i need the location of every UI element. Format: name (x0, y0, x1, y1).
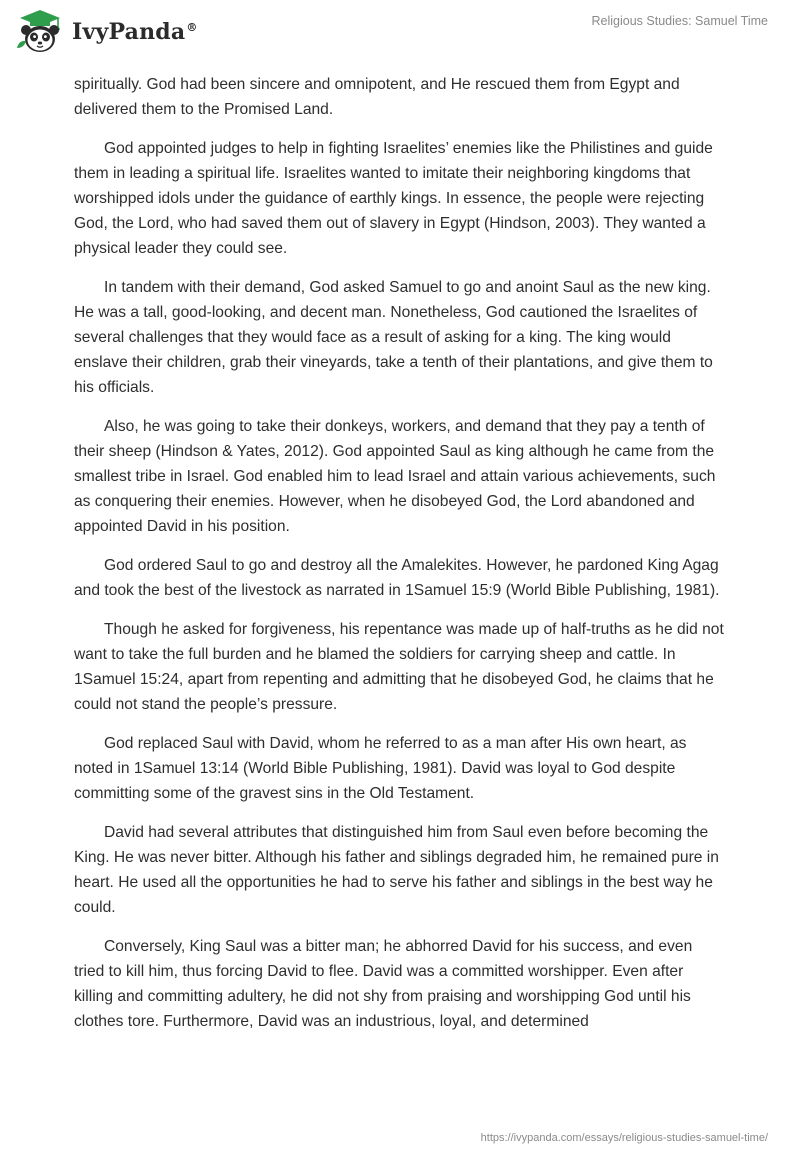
source-url[interactable]: https://ivypanda.com/essays/religious-studies-samuel-time/ (480, 1132, 768, 1144)
brand-name-text: IvyPanda (72, 19, 186, 45)
paragraph-4: Also, he was going to take their donkeys, workers, and demand that they pay a tenth of their sheep (Hindson & Yates, 2012). God appointed Saul as king although he came from the smallest tribe in Israel. God enabled him to lead Israel and attain various achievements, such as conquering their enemies. However, when he disobeyed God, the Lord abandoned and appointed David in his position. (74, 418, 716, 535)
paragraph-5: God ordered Saul to go and destroy all the Amalekites. However, he pardoned King Agag and took the best of the livestock as narrated in 1Samuel 15:9 (World Bible Publishing, 1981). (74, 557, 720, 599)
document-title: Religious Studies: Samuel Time (591, 14, 768, 28)
page-header (0, 0, 800, 64)
brand-name (72, 19, 198, 45)
registered-mark: ® (186, 20, 198, 34)
paragraph-8: David had several attributes that distinguished him from Saul even before becoming the King. He was never bitter. Although his father and siblings degraded him, he remained pure in heart. He used all the opportunities he had to serve his father and siblings in the best way he could. (74, 824, 719, 916)
essay-body (74, 72, 724, 1048)
paragraph-6: Though he asked for forgiveness, his repentance was made up of half-truths as he did not want to take the full burden and he blamed the soldiers for carrying sheep and cattle. In 1Samuel 15:24, apart from repenting and admitting that he disobeyed God, he claims that he could not stand the people’s pressure. (74, 621, 724, 713)
paragraph-1: spiritually. God had been sincere and omnipotent, and He rescued them from Egypt and delivered them to the Promised Land. (74, 76, 680, 118)
paragraph-7: God replaced Saul with David, whom he referred to as a man after His own heart, as noted in 1Samuel 13:14 (World Bible Publishing, 1981). David was loyal to God despite committing some of the gravest sins in the Old Testament. (74, 735, 687, 802)
paragraph-2: God appointed judges to help in fighting Israelites’ enemies like the Philistines and guide them in leading a spiritual life. Israelites wanted to imitate their neighboring kingdoms that worshipped idols under the guidance of earthly kings. In essence, the people were rejecting God, the Lord, who had saved them out of slavery in Egypt (Hindson, 2003). They wanted a physical leader they could see. (74, 140, 713, 257)
paragraph-9: Conversely, King Saul was a bitter man; he abhorred David for his success, and even tried to kill him, thus forcing David to flee. David was a committed worshipper. Even after killing and committing adultery, he did not shy from praising and worshipping God until his clothes tore. Furthermore, David was an industrious, loyal, and determined (74, 938, 693, 1030)
panda-graduate-icon (14, 8, 66, 54)
paragraph-3: In tandem with their demand, God asked Samuel to go and anoint Saul as the new king. He was a tall, good-looking, and decent man. Nonetheless, God cautioned the Israelites of several challenges that they would face as a result of asking for a king. The king would enslave their children, grab their vineyards, take a tenth of their plantations, and give them to his officials. (74, 279, 713, 396)
brand-logo[interactable] (14, 8, 198, 54)
